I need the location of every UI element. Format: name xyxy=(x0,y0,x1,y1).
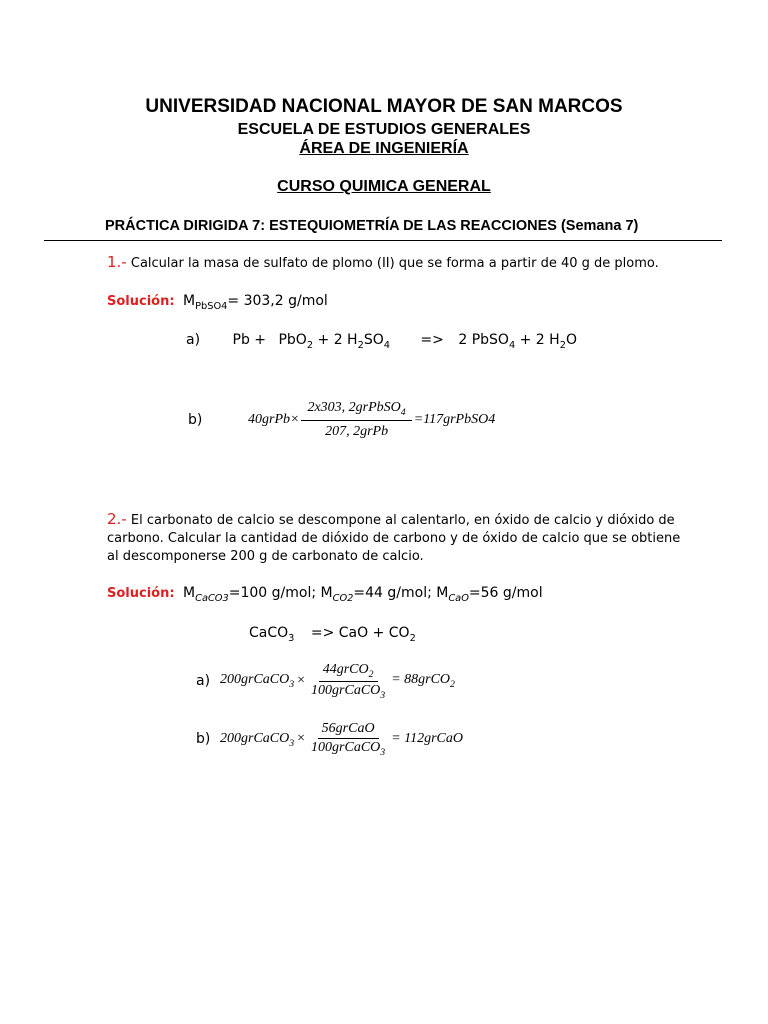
problem-2-solution xyxy=(107,585,543,604)
equation-rhs: =117grPbSO4 xyxy=(413,411,496,427)
problem-1-part-a xyxy=(186,332,577,351)
molar-mass-symbol: M xyxy=(183,293,196,309)
solution-label: Solución: xyxy=(107,586,175,601)
equation-lhs: 200grCaCO$_3$ xyxy=(220,672,295,691)
equation-lhs: 200grCaCO$_3$ xyxy=(220,730,295,749)
problem-1-statement xyxy=(107,253,659,273)
fraction-denominator: 207, 2grPb xyxy=(325,423,389,439)
area-title: ÁREA DE INGENIERÍA xyxy=(299,140,469,157)
problem-2-part-b xyxy=(196,721,463,758)
equation-term: PbO$_2$ xyxy=(278,332,314,351)
reaction-arrow: => xyxy=(420,332,444,348)
times-sign: × xyxy=(297,731,306,747)
part-a-label: a) xyxy=(186,332,201,348)
molar-mass-subscript: PbSO4 xyxy=(195,300,228,312)
problem-2-part-a xyxy=(196,662,455,701)
part-b-label: b) xyxy=(188,411,203,428)
problem-2-text-line: carbono. Calcular la cantidad de dióxido de carbono y de óxido de calcio que se obtiene xyxy=(107,531,681,546)
university-title: UNIVERSIDAD NACIONAL MAYOR DE SAN MARCOS xyxy=(145,96,623,117)
problem-2-number: 2.- xyxy=(107,510,127,528)
course-title: CURSO QUIMICA GENERAL xyxy=(277,178,491,195)
fraction-numerator: 2x303, 2grPbSO$_4$ xyxy=(301,400,411,421)
solution-label: Solución: xyxy=(107,294,175,309)
decomposition-reaction: CaCO$_3$ => CaO + $CO_2$ xyxy=(249,625,416,644)
fraction-numerator: 44grCO$_2$ xyxy=(319,662,378,682)
equation-term: + 2 $H_2SO_4$ xyxy=(317,332,390,351)
problem-1-text: Calcular la masa de sulfato de plomo (II) que se forma a partir de 40 g de plomo. xyxy=(130,256,659,271)
problem-1-part-b xyxy=(188,400,495,440)
problem-1-solution xyxy=(107,293,328,312)
part-a-label: a) xyxy=(196,673,211,690)
equation-fraction xyxy=(301,400,411,440)
molar-mass-value: = 303,2 g/mol xyxy=(227,293,328,309)
equation-lhs: 40grPb× xyxy=(248,411,300,427)
problem-2-text-line: El carbonato de calcio se descompone al calentarlo, en óxido de calcio y dióxido de xyxy=(130,513,675,528)
molar-mass-list: $M_{CaCO3}=100$ g/mol; $M_{CO2}=44$ g/mol; $M_{CaO}=56$ g/mol xyxy=(183,585,543,604)
equation-fraction xyxy=(307,662,389,701)
school-title: ESCUELA DE ESTUDIOS GENERALES xyxy=(237,121,531,138)
problem-1-number: 1.- xyxy=(107,253,127,271)
problem-2-text-line: al descomponerse 200 g de carbonato de calcio. xyxy=(107,549,424,564)
fraction-denominator: 100grCaCO$_3$ xyxy=(311,682,386,701)
problem-2-statement xyxy=(107,510,680,566)
equation-rhs: = 112grCaO xyxy=(391,731,463,747)
practice-title: PRÁCTICA DIRIGIDA 7: ESTEQUIOMETRÍA DE LAS REACCIONES (Semana 7) xyxy=(105,218,639,234)
times-sign: × xyxy=(297,673,306,689)
fraction-numerator: 56grCaO xyxy=(318,721,379,739)
fraction-denominator: 100grCaCO$_3$ xyxy=(311,740,386,758)
header-divider xyxy=(44,240,722,241)
equation-term: + 2 $H_2O$ xyxy=(519,332,577,351)
equation-fraction xyxy=(307,721,389,758)
equation-rhs: = 88grCO$_2$ xyxy=(391,672,455,691)
equation-term: 2 PbSO$_4$ xyxy=(458,332,516,351)
equation-term: Pb + xyxy=(232,332,267,348)
part-b-label: b) xyxy=(196,731,211,748)
